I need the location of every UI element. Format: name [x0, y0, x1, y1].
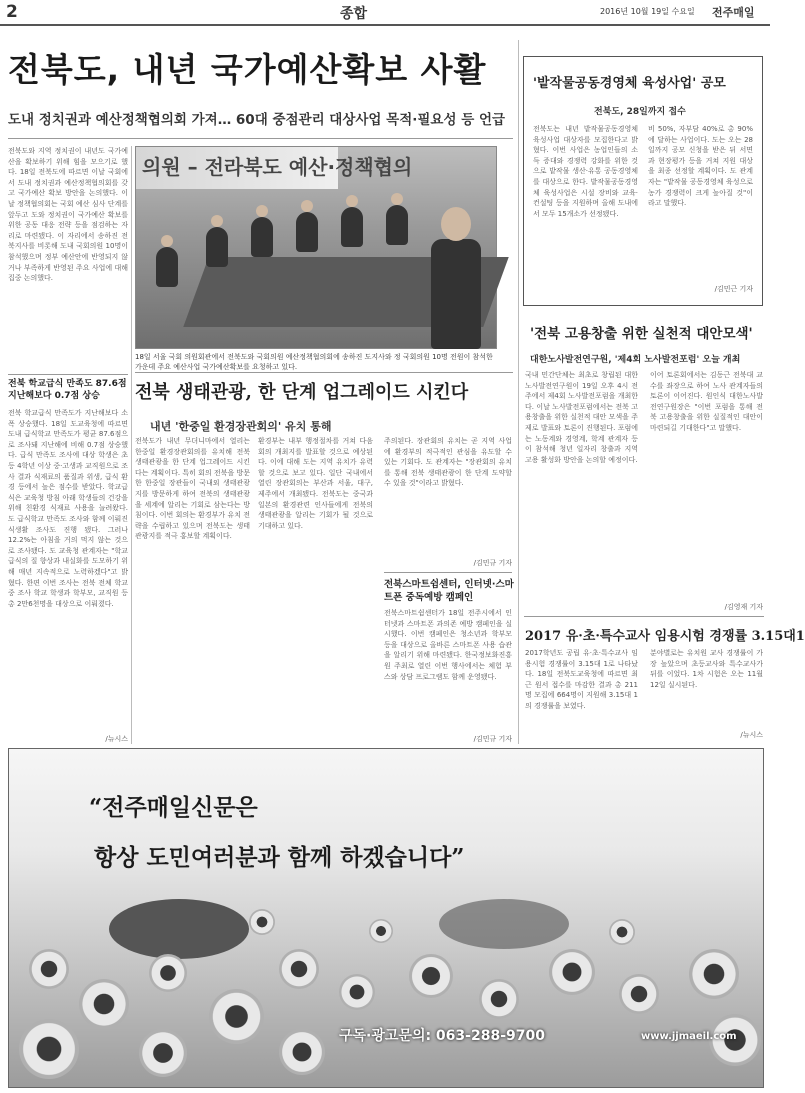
- photo-person: [341, 207, 363, 247]
- ad-sunflower: [549, 949, 595, 995]
- left-article-title: 전북 학교급식 만족도 87.6점 지난해보다 0.7점 상승: [8, 379, 127, 401]
- lead-column-1: 전북도와 지역 정치권이 내년도 국가예산을 확보하기 위해 힘을 모으기로 했다. 18일 전북도에 따르면 이날 국회에서 도내 정치권과 예산정책협의회를 갖고 국가예산 확보 방안을 논의했다. 이날 정책협의회는 국회 예산 심사 단계를 앞두고 도와 정치권이 국가예산 확보를 위한 공동 대응 전략 등을 점검하는 자리로 마련됐다. 이 자리에서 송하진 전북지사를 비롯해 도내 국회의원 10명이 참석했으며 정부 예산안에 반영되지 않거나 부족하게 반영된 주요 사업에 대해 집중 논의했다.: [8, 147, 128, 283]
- lead-photo-caption: 18일 서울 국회 의원회관에서 전북도와 국회의원 예산정책협의회에 송하진 도지사와 정 국회의원 10명 전원이 참석한 가운데 주요 예산사업 국가예산확보를 요청하고 있다.: [135, 353, 493, 371]
- ad-sunflower: [479, 979, 519, 1019]
- ad-sunflower: [609, 919, 635, 945]
- lead-rule: [8, 138, 513, 139]
- header-rule: [0, 24, 770, 26]
- feature-column-1: 전북도가 내년 무더니마에서 열리는 한중일 환경장관회의를 유치해 전북 생태관광을 한 단계 업그레이드 시킨다는 계획이다. 특히 회의 전북을 방문한 한중일 장관들이 국내외 생태관광지를 방문하게 하여 전북의 생태관광을 세계에 알리는 기회로 삼는다는 방침이다. 이번 회의는 환경부가 유치 전략을 수립하고 있으며 전북도는 생태관광지를 적극 홍보할 계획이다.: [135, 437, 250, 541]
- photo-person-head: [256, 205, 268, 217]
- notice-subtitle: 전북도, 28일까지 접수: [594, 107, 686, 117]
- ad-sunflower: [409, 954, 453, 998]
- photo-person: [386, 205, 408, 245]
- employment-subtitle: 대한노사발전연구원, '제4회 노사발전포럼' 오늘 개최: [530, 355, 741, 365]
- photo-person: [296, 212, 318, 252]
- column-divider: [518, 40, 519, 744]
- notice-body-right: 비 50%, 자부담 40%로 총 90%에 달하는 사업이다. 도는 오는 28일까지 공모 신청을 받은 뒤 서면과 현장평가 등을 거쳐 지원 대상을 최종 선정할 계획이다. 도 관계자는 "밭작물 공동경영체 육성으로 농가 경쟁력이 크게 높아질 것"이라고 말했다.: [648, 125, 753, 208]
- photo-person-head: [391, 193, 403, 205]
- ad-sunflower: [249, 909, 275, 935]
- smart-article-rule: [384, 572, 512, 573]
- notice-body-left: 전북도는 내년 밭작물공동경영체 육성사업 대상자를 모집한다고 밝혔다. 이번 사업은 농업인들의 소득 증대와 경쟁력 강화를 위한 것으로 밭작물 생산·유통 공동경영체를 대상으로 한다. 밭작물공동경영체 육성사업은 시설 장비와 교육·컨설팅 등을 지원하며 올해 도내에서 모두 15개소가 선정됐다.: [533, 125, 638, 218]
- smart-article-byline: /김민규 기자: [473, 735, 512, 743]
- ad-sunflower: [279, 949, 319, 989]
- smart-article-body: 전북스마트쉼센터가 18일 전주시에서 인터넷과 스마트폰 과의존 예방 캠페인을 실시했다. 이번 캠페인은 청소년과 학부모 등을 대상으로 올바른 스마트폰 사용 습관을 알리기 위해 마련됐다. 한국정보화진흥원 주최로 열린 이번 행사에서는 체험 부스와 상담 프로그램도 함께 운영됐다.: [384, 609, 512, 681]
- employment-title: '전북 고용창출 위한 실천적 대안모색': [530, 326, 753, 342]
- ad-website: www.jjmaeil.com: [641, 1031, 737, 1042]
- ad-sunflower: [209, 989, 264, 1044]
- teacher-article-rule: [524, 616, 764, 617]
- lead-photo: [135, 146, 497, 349]
- feature-subhead: 내년 '한중일 환경장관회의' 유치 통해: [150, 420, 332, 433]
- notice-title: '밭작물공동경영체 육성사업' 공모: [533, 76, 726, 91]
- photo-person: [156, 247, 178, 287]
- ad-sunflower: [689, 949, 739, 999]
- feature-column-3: 주의된다. 장관회의 유치는 곧 지역 사업에 환경부의 적극적인 관심을 유도할 수 있는 기회다. 도 관계자는 "장관회의 유치를 통해 전북 생태관광이 한 단계 도약할 수 있을 것"이라고 밝혔다.: [384, 437, 512, 488]
- feature-headline: 전북 생태관광, 한 단계 업그레이드 시킨다: [135, 382, 469, 403]
- teacher-column-2: 분야별로는 유치원 교사 경쟁률이 가장 높았으며 초등교사와 특수교사가 뒤를 이었다. 1차 시험은 오는 11월 12일 실시된다.: [650, 649, 763, 689]
- masthead: 전주매일: [712, 6, 755, 19]
- smart-article-title: 전북스마트쉼센터, 인터넷·스마트폰 중독예방 캠페인: [384, 579, 514, 603]
- photo-person-head: [301, 200, 313, 212]
- employment-column-2: 이어 토론회에서는 김동근 전북대 교수를 좌장으로 하여 노사 관계자들의 토론이 이어진다. 원인식 대한노사발전연구원장은 "이번 포럼을 통해 전북 고용창출을 위한 실질적인 대안이 마련되길 기대한다"고 말했다.: [650, 371, 763, 432]
- page-number: 2: [6, 2, 18, 22]
- ad-contact: 구독·광고문의: 063-288-9700: [339, 1028, 545, 1044]
- teacher-title: 2017 유·초·특수교사 임용시험 경쟁률 3.15대1: [525, 629, 805, 644]
- employment-byline: /김영재 기자: [724, 603, 763, 611]
- column-divider: [131, 146, 132, 744]
- employment-column-1: 국내 민간단체는 최초로 창립된 대한노사발전연구원이 19일 오후 4시 전주에서 제4회 노사발전포럼을 개최한다. 이날 노사발전포럼에서는 전북 고용창출을 위한 실천적 대안 모색을 주제로 발표와 토론이 진행된다. 포럼에는 노동계와 경영계, 학계 관계자 등이 참석해 청년 일자리 창출과 지역 고용 활성화 방안을 논의할 예정이다.: [525, 371, 638, 464]
- advertisement: [8, 748, 764, 1088]
- ad-slogan-line-2: 항상 도민여러분과 함께 하겠습니다”: [94, 844, 465, 871]
- ad-sunflower: [19, 1019, 79, 1079]
- photo-banner-text: 의원 – 전라북도 예산·정책협의: [142, 155, 413, 179]
- photo-person: [431, 239, 481, 349]
- ad-sunflower: [279, 1029, 325, 1075]
- photo-person-head: [346, 195, 358, 207]
- issue-date: 2016년 10월 19일 수요일: [600, 7, 695, 16]
- ad-sunflower: [139, 1029, 187, 1077]
- photo-banner: [136, 147, 413, 189]
- feature-top-rule: [135, 372, 513, 373]
- photo-person-head: [211, 215, 223, 227]
- photo-person-head: [441, 207, 471, 241]
- feature-byline: /김민규 기자: [473, 559, 512, 567]
- section-name: 종합: [340, 6, 368, 22]
- ad-sunflower: [369, 919, 393, 943]
- ad-sunflower: [79, 979, 129, 1029]
- ad-sunflower: [149, 954, 187, 992]
- ad-sunflower: [339, 974, 375, 1010]
- left-article-body: 전북 학교급식 만족도가 지난해보다 소폭 상승했다. 18일 도교육청에 따르면 도내 급식학교 만족도가 평균 87.6점으로 조사돼 지난해에 비해 0.7점 상승했다. 급식 만족도 조사에 대상 학생은 초등 4학년 이상 중·고생과 교직원으로 조사 결과 식재료의 품질과 위생, 급식 환경 등에서 높은 점수를 받았다. 학교급식은 교육청 방침 아래 학생들의 건강을 위해 친환경 식재료 사용을 늘려왔다. 도 급식학교 만족도 조사와 함께 이뤄진 식생활 조사도 진행 됐다. 그러나 12.2%는 아침을 거의 먹지 않는 것으로 조사됐다. 도 교육청 관계자는 "학교급식의 질 향상과 내실화를 도모하기 위해 매년 지속적으로 노력하겠다"고 밝혔다. 한편 이번 조사는 전북 전체 학교 중 조사 학교 학생과 학부모, 교직원 등 총 2만6천명을 대상으로 이뤄졌다.: [8, 409, 128, 608]
- left-article-byline: /뉴시스: [105, 735, 128, 743]
- ad-slogan-line-1: “전주매일신문은: [89, 794, 258, 821]
- teacher-column-1: 2017학년도 공립 유·초·특수교사 임용시험 경쟁률이 3.15대 1로 나타났다. 18일 전북도교육청에 따르면 최근 원서 접수를 마감한 결과 총 211명 모집에 664명이 지원해 3.15대 1의 경쟁률을 보였다.: [525, 649, 638, 710]
- ad-tree: [109, 899, 249, 959]
- photo-person: [206, 227, 228, 267]
- teacher-byline: /뉴시스: [740, 731, 763, 739]
- feature-column-2: 환경부는 내부 행정절차를 거쳐 다음 회의 개최지를 발표할 것으로 예상된다. 이에 대해 도는 지역 유치가 유력할 것으로 보고 있다. 일단 국내에서 열린 장관회의는 부산과 서울, 대구, 제주에서 개최됐다. 전북도는 중국과 일본의 환경관련 인사들에게 전북의 생태관광을 알리는 기회가 될 것으로 기대하고 있다.: [258, 437, 373, 530]
- ad-sunflower: [619, 974, 659, 1014]
- photo-person-head: [161, 235, 173, 247]
- lead-subhead: 도내 정치권과 예산정책협의회 가져… 60대 중점관리 대상사업 목적·필요성 등 언급: [8, 112, 506, 128]
- ad-tree: [439, 899, 569, 949]
- ad-sunflower: [29, 949, 69, 989]
- notice-byline: /김민근 기자: [714, 285, 753, 293]
- lead-headline: 전북도, 내년 국가예산확보 사활: [8, 50, 487, 89]
- photo-person: [251, 217, 273, 257]
- left-article-rule: [8, 374, 128, 375]
